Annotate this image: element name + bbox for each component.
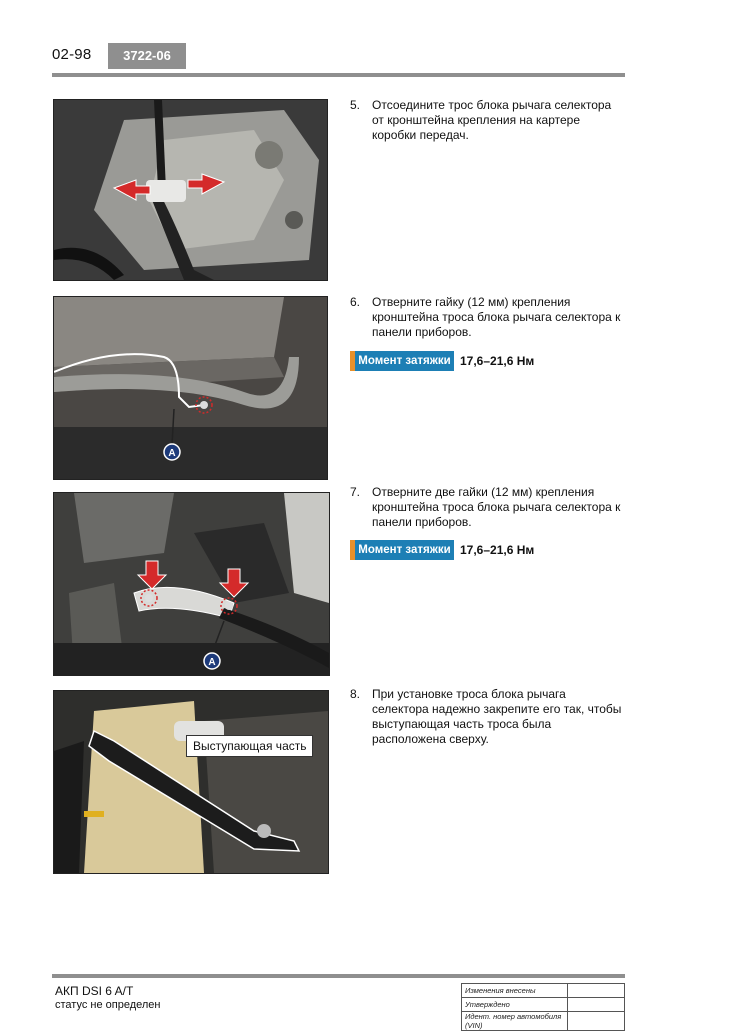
torque-label: Момент затяжки: [355, 351, 454, 371]
footer-status: статус не определен: [55, 999, 161, 1011]
torque-label: Момент затяжки: [355, 540, 454, 560]
revision-row: [462, 1012, 625, 1031]
step-text: Отверните две гайки (12 мм) крепления кронштейна троса блока рычага селектора к панели приборов.: [372, 485, 621, 529]
figure-marker-a: A: [208, 657, 216, 668]
step-number: 6.: [350, 295, 361, 309]
section-code-badge: 3722-06: [108, 43, 186, 69]
page-number: 02-98: [52, 46, 92, 63]
torque-spec-7: [350, 540, 622, 560]
figure-step-5: [53, 99, 328, 281]
callout-label: Выступающая часть: [186, 735, 313, 757]
revision-label: Изменения внесены: [462, 984, 568, 998]
revision-value: [568, 1012, 625, 1031]
revision-row: [462, 998, 625, 1012]
step-number: 5.: [350, 98, 361, 112]
footer-title: АКП DSI 6 A/T: [55, 984, 134, 998]
step-text: При установке троса блока рычага селектора надежно закрепите его так, чтобы выступающая часть троса была расположена сверху.: [372, 687, 622, 746]
step-number: 8.: [350, 687, 361, 701]
figure-step-6: [53, 296, 328, 480]
torque-spec-6: [350, 351, 622, 371]
torque-value: 17,6–21,6 Нм: [460, 543, 535, 557]
revision-table: [461, 983, 625, 1031]
revision-row: [462, 984, 625, 998]
footer-divider: [52, 974, 625, 978]
revision-value: [568, 998, 625, 1012]
step-number: 7.: [350, 485, 361, 499]
header-divider: [52, 73, 625, 77]
step-text: Отсоедините трос блока рычага селектора от кронштейна крепления на картере коробки передач.: [372, 98, 612, 142]
revision-label: Идент. номер автомобиля (VIN): [462, 1012, 568, 1031]
step-text: Отверните гайку (12 мм) крепления кронштейна троса блока рычага селектора к панели приборов.: [372, 295, 621, 339]
torque-value: 17,6–21,6 Нм: [460, 354, 535, 368]
revision-value: [568, 984, 625, 998]
figure-step-7: [53, 492, 330, 676]
figure-step-8: [53, 690, 329, 874]
figure-marker-a: A: [168, 448, 176, 459]
revision-label: Утверждено: [462, 998, 568, 1012]
